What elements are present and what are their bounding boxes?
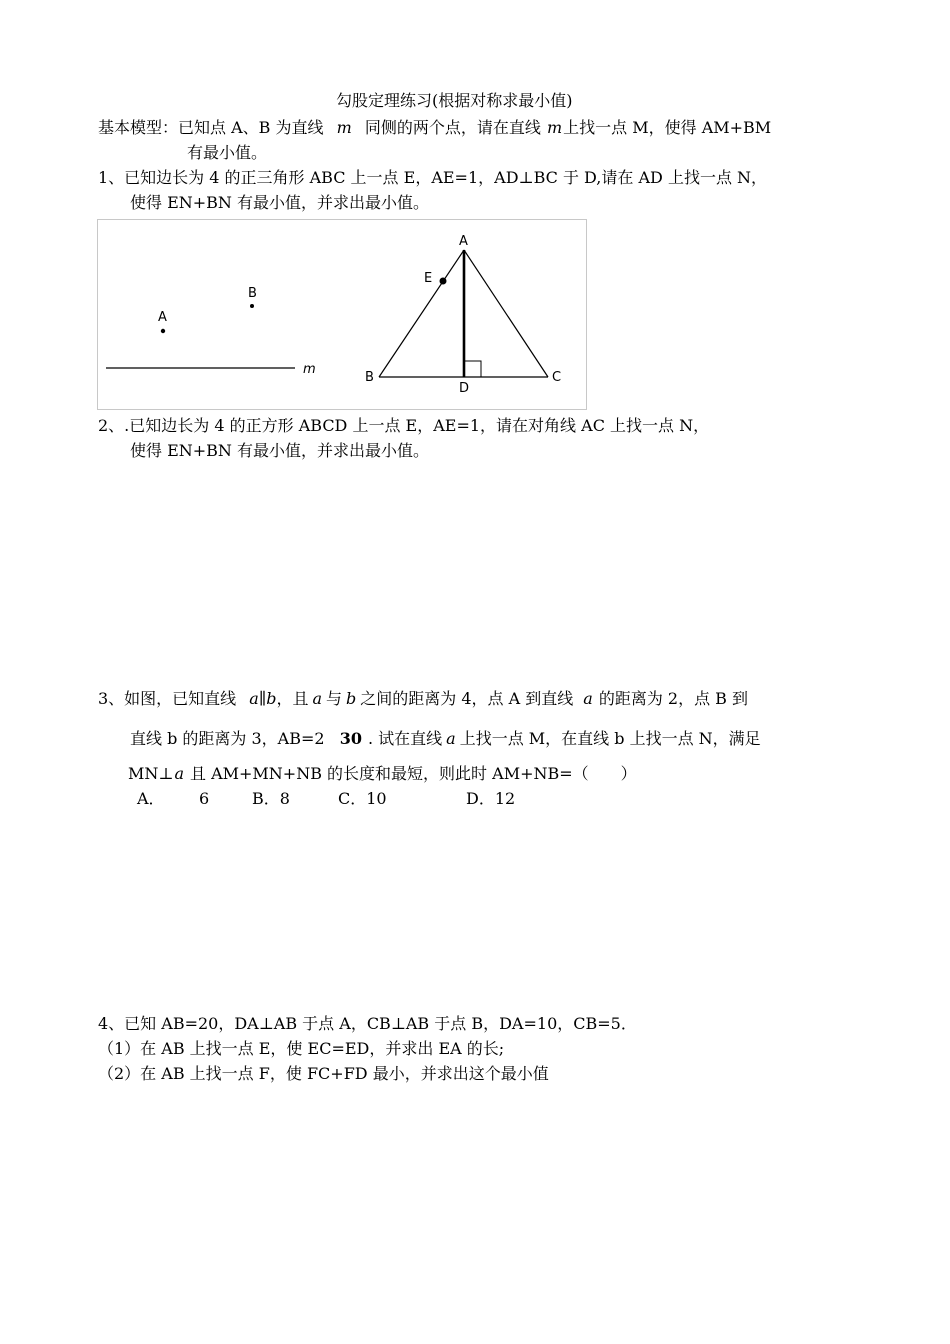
point-b xyxy=(250,304,254,308)
label-e: E xyxy=(424,271,433,286)
q3-a-4: a xyxy=(174,764,184,783)
basic-model-text-1: 基本模型：已知点 A、B 为直线 xyxy=(98,118,324,137)
label-m: m xyxy=(303,362,316,377)
question-4-line-1: 4、已知 AB=20，DA⊥AB 于点 A，CB⊥AB 于点 B，DA=10，CB=5． xyxy=(98,1014,637,1033)
figure-box xyxy=(97,219,587,410)
q3-a-3: a xyxy=(446,729,456,748)
basic-model-text-3: 上找一点 M，使得 AM+BM xyxy=(563,118,772,137)
label-a-right: A xyxy=(459,234,468,249)
choice-d: D．12 xyxy=(466,789,516,808)
triangle-side-ac xyxy=(464,250,548,377)
q3-text-10: 且 AM+MN+NB 的长度和最短，则此时 AM+NB=（ ） xyxy=(189,764,637,783)
label-b-left: B xyxy=(248,286,257,301)
label-c: C xyxy=(552,370,562,385)
right-angle-mark xyxy=(464,361,481,377)
choice-a-label: A． xyxy=(137,789,165,808)
question-3-line-3 xyxy=(128,764,637,784)
question-2-line-2: 使得 EN+BN 有最小值，并求出最小值。 xyxy=(130,441,430,460)
point-e xyxy=(440,278,447,285)
q3-text-9: MN⊥ xyxy=(128,764,174,783)
question-4-line-2: （1）在 AB 上找一点 E，使 EC=ED，并求出 EA 的长; xyxy=(98,1039,505,1058)
label-d: D xyxy=(459,381,470,396)
q3-text-8: 上找一点 M，在直线 b 上找一点 N，满足 xyxy=(459,729,761,748)
q3-text-5: 的距离为 2，点 B 到 xyxy=(598,689,749,708)
triangle-side-ab xyxy=(379,250,464,377)
q3-text-6: 直线 b 的距离为 3，AB=2 xyxy=(130,729,325,748)
figure-svg xyxy=(98,220,586,409)
choice-a-value: 6 xyxy=(199,789,210,808)
q3-a-2: a xyxy=(583,689,593,708)
basic-model-line-2: 有最小值。 xyxy=(187,143,268,162)
choice-c: C．10 xyxy=(338,789,387,808)
question-3-line-1 xyxy=(98,689,748,709)
question-3-line-2 xyxy=(130,729,761,749)
line-m-symbol: m xyxy=(336,118,352,137)
question-1-line-2: 使得 EN+BN 有最小值，并求出最小值。 xyxy=(130,193,430,212)
line-m-symbol-2: m xyxy=(546,118,563,137)
basic-model-text-2: 同侧的两个点，请在直线 xyxy=(364,118,541,137)
q3-a-1: a xyxy=(312,689,323,708)
q3-parallel: a∥b xyxy=(249,689,277,708)
question-1-line-1: 1、已知边长为 4 的正三角形 ABC 上一点 E，AE=1，AD⊥BC 于 D,请在 AD 上找一点 N， xyxy=(98,168,768,187)
point-a xyxy=(161,329,165,333)
q3-radicand: 30 xyxy=(339,729,362,748)
question-2-line-1: 2、.已知边长为 4 的正方形 ABCD 上一点 E，AE=1，请在对角线 AC 上找一点 N， xyxy=(98,416,710,435)
label-a-left: A xyxy=(158,310,167,325)
choice-b: B．8 xyxy=(252,789,290,808)
label-b-right: B xyxy=(365,370,374,385)
question-4-line-3: （2）在 AB 上找一点 F，使 FC+FD 最小，并求出这个最小值 xyxy=(98,1064,549,1083)
q3-text-4: 之间的距离为 4，点 A 到直线 xyxy=(360,689,574,708)
basic-model-line xyxy=(98,118,771,138)
page-title: 勾股定理练习(根据对称求最小值) xyxy=(336,91,573,110)
q3-text-3: 与 xyxy=(326,689,343,708)
q3-b-1: b xyxy=(346,689,357,708)
q3-text-2: ，且 xyxy=(276,689,309,708)
q3-text-7: . 试在直线 xyxy=(367,729,443,748)
q3-text-1: 3、如图，已知直线 xyxy=(98,689,237,708)
